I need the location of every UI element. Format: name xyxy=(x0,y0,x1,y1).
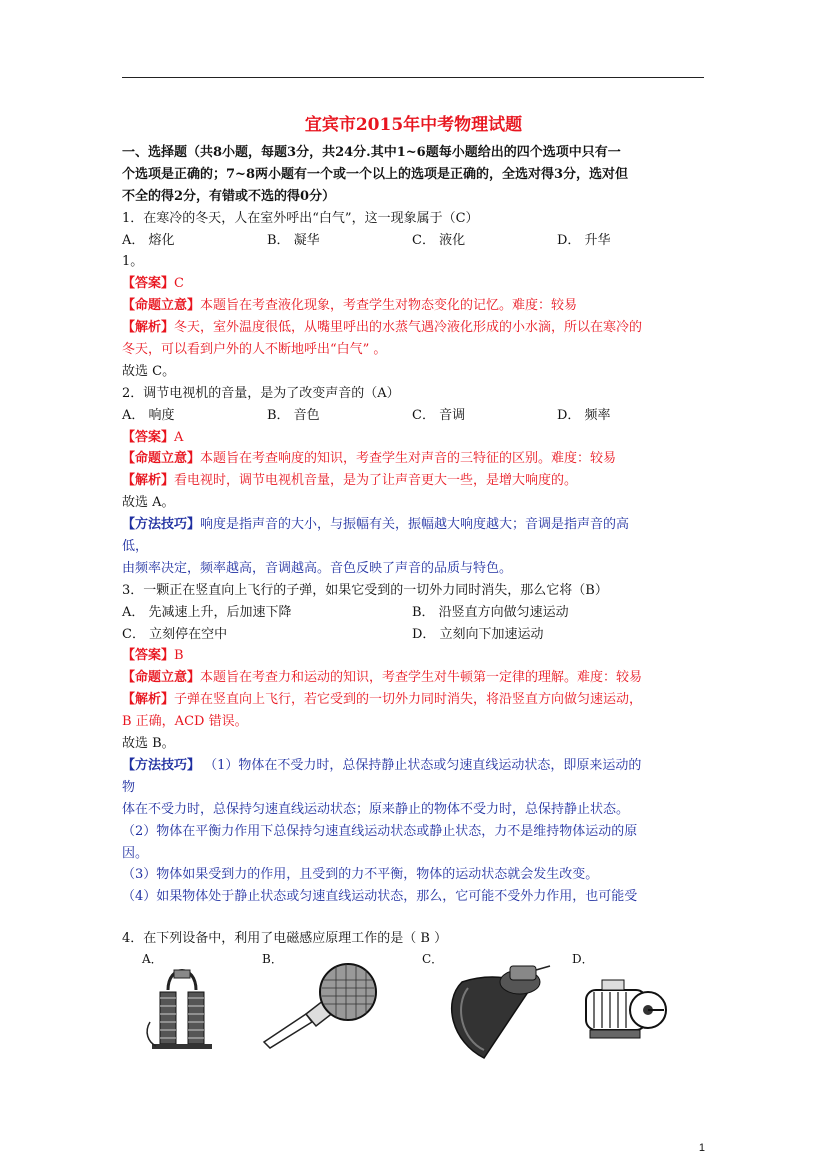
header-rule xyxy=(122,77,704,78)
electromagnet-icon xyxy=(142,962,222,1052)
q2-method-line-3: 由频率决定，频率越高，音调越高。音色反映了声音的品质与特色。 xyxy=(122,560,513,576)
q3-option-b: B． 沿竖直方向做匀速运动 xyxy=(412,604,569,620)
q2-option-d: D． 频率 xyxy=(557,407,611,423)
microphone-icon xyxy=(262,962,392,1052)
q2-option-b: B． 音色 xyxy=(267,407,320,423)
q4-label-a: A． xyxy=(142,952,163,967)
q3-method-line-6: （3）物体如果受到力的作用，且受到的力不平衡，物体的运动状态就会发生改变。 xyxy=(122,867,599,883)
page-number: 1 xyxy=(698,1142,705,1154)
q1-stray-text: 1。 xyxy=(122,254,144,270)
q3-option-d: D． 立刻向下加速运动 xyxy=(412,626,544,642)
q2-option-a: A． 响度 xyxy=(122,407,175,423)
q3-method-line-7: （4）如果物体处于静止状态或匀速直线运动状态，那么，它可能不受外力作用，也可能受 xyxy=(122,889,638,905)
q3-stem: 3．一颗正在竖直向上飞行的子弹，如果它受到的一切外力同时消失，那么它将（B） xyxy=(122,582,608,598)
document-body xyxy=(122,142,704,1060)
loudspeaker-icon xyxy=(422,962,552,1062)
q3-method-line-4: （2）物体在平衡力作用下总保持匀速直线运动状态或静止状态，力不是维持物体运动的原 xyxy=(122,823,638,839)
q4-label-b: B． xyxy=(262,952,283,967)
q3-option-c: C． 立刻停在空中 xyxy=(122,626,228,642)
q3-options-row-1 xyxy=(122,602,704,624)
q3-option-a: A． 先减速上升，后加速下降 xyxy=(122,604,292,620)
q1-options xyxy=(122,230,704,252)
section-heading-line-2: 个选项是正确的；7~8两小题有一个或一个以上的选项是正确的，全选对得3分，选对但 xyxy=(122,166,629,182)
q4-label-d: D． xyxy=(572,952,594,967)
q1-option-a: A． 熔化 xyxy=(122,232,175,248)
q2-analysis: 【解析】看电视时，调节电视机音量，是为了让声音更大一些，是增大响度的。 xyxy=(122,473,578,489)
spacer xyxy=(122,908,704,928)
q3-options-row-2 xyxy=(122,624,704,646)
q1-analysis-line-1: 【解析】冬天，室外温度很低，从嘴里呼出的水蒸气遇冷液化形成的小水滴，所以在寒冷的 xyxy=(122,320,643,336)
q3-method-line-1: 【方法技巧】 （1）物体在不受力时，总保持静止状态或匀速直线运动状态，即原来运动的 xyxy=(122,757,642,773)
q2-option-c: C． 音调 xyxy=(412,407,466,423)
q2-method-line-2: 低， xyxy=(122,539,149,555)
q3-analysis-line-2: B 正确，ACD 错误。 xyxy=(122,714,248,730)
q3-choose: 故选 B。 xyxy=(122,736,175,752)
q1-analysis-line-2: 冬天，可以看到户外的人不断地呼出“白气” 。 xyxy=(122,342,387,358)
q3-method-line-2: 物 xyxy=(122,779,136,795)
q1-option-c: C． 液化 xyxy=(412,232,466,248)
q4-label-c: C． xyxy=(422,952,444,967)
q1-option-b: B． 凝华 xyxy=(267,232,320,248)
q3-method-line-3: 体在不受力时，总保持匀速直线运动状态；原来静止的物体不受力时，总保持静止状态。 xyxy=(122,801,630,817)
q3-answer: 【答案】B xyxy=(122,648,184,664)
q4-figures xyxy=(122,950,704,1060)
q3-method-line-5: 因。 xyxy=(122,845,149,861)
q4-stem: 4．在下列设备中，利用了电磁感应原理工作的是（ B ） xyxy=(122,931,448,947)
q2-intent: 【命题立意】本题旨在考查响度的知识，考查学生对声音的三特征的区别。难度：较易 xyxy=(122,451,617,467)
q1-answer: 【答案】C xyxy=(122,276,184,292)
electric-motor-icon xyxy=(572,962,672,1052)
q2-choose: 故选 A。 xyxy=(122,495,175,511)
q2-answer: 【答案】A xyxy=(122,429,184,445)
q1-choose: 故选 C。 xyxy=(122,363,176,379)
q3-analysis-line-1: 【解析】子弹在竖直向上飞行，若它受到的一切外力同时消失，将沿竖直方向做匀速运动， xyxy=(122,692,643,708)
section-heading-line-3: 不全的得2分，有错或不选的得0分） xyxy=(122,188,336,204)
q3-intent: 【命题立意】本题旨在考查力和运动的知识，考查学生对牛顿第一定律的理解。难度：较易 xyxy=(122,670,643,686)
q2-stem: 2．调节电视机的音量，是为了改变声音的（A） xyxy=(122,385,400,401)
q1-option-d: D． 升华 xyxy=(557,232,611,248)
q2-options xyxy=(122,405,704,427)
q1-stem: 1．在寒冷的冬天，人在室外呼出“白气”，这一现象属于（C） xyxy=(122,210,479,226)
page-title: 宜宾市2015年中考物理试题 xyxy=(304,115,523,135)
q1-intent: 【命题立意】本题旨在考查液化现象，考查学生对物态变化的记忆。难度：较易 xyxy=(122,298,578,314)
section-heading-line-1: 一、选择题（共8小题，每题3分，共24分.其中1~6题每小题给出的四个选项中只有一 xyxy=(122,145,621,160)
q2-method-line-1: 【方法技巧】响度是指声音的大小，与振幅有关，振幅越大响度越大；音调是指声音的高 xyxy=(122,517,630,533)
